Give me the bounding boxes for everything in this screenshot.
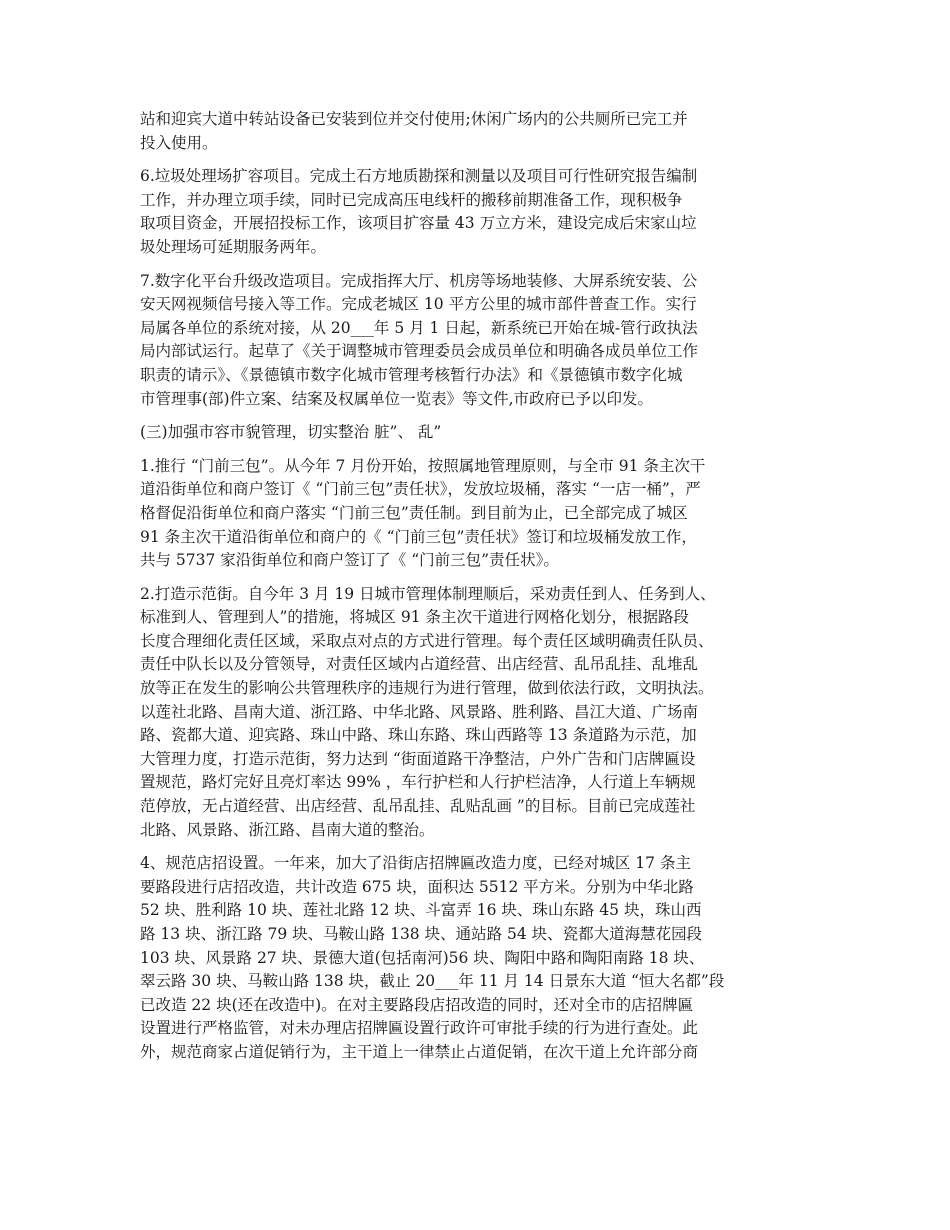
document-page: [140, 108, 820, 1075]
text-line: 责任中队长以及分管领导，对责任区域内占道经营、出店经营、乱吊乱挂、乱堆乱: [140, 655, 699, 674]
paragraph-shop-signs: [140, 852, 820, 1064]
text-line: 已改造 22 块(还在改造中)。在对主要路段店招改造的同时，还对全市的店招牌匾: [140, 995, 694, 1014]
paragraph-landfill-expansion: [140, 165, 820, 259]
text-line: 局内部试运行。起草了《关于调整城市管理委员会成员单位和明确各成员单位工作: [140, 342, 699, 361]
text-line: 以莲社北路、昌南大道、浙江路、中华北路、风景路、胜利路、昌江大道、广场南: [140, 702, 699, 721]
paragraph-model-street: [140, 583, 820, 843]
text-line: 1.推行 “门前三包”。从今年 7 月份开始，按照属地管理原则，与全市 91 条主次干: [140, 456, 706, 475]
text-line: 91 条主次干道沿街单位和商户的《 “门前三包”责任状》签订和垃圾桶发放工作，: [140, 527, 697, 546]
text-line: 大管理力度，打造示范街，努力达到 “街面道路干净整洁，户外广告和门店牌匾设: [140, 749, 696, 768]
text-line: 长度合理细化责任区域，采取点对点的方式进行管理。每个责任区域明确责任队员、: [140, 631, 714, 650]
text-line: 路 13 块、浙江路 79 块、马鞍山路 138 块、通站路 54 块、瓷都大道海慧花园段: [140, 925, 703, 943]
text-line: 103 块、风景路 27 块、景德大道(包括南河)56 块、陶阳中路和陶阳南路 18 块、: [140, 948, 705, 967]
heading-line: (三)加强市容市貌管理，切实整治 脏”、 乱”: [140, 423, 442, 442]
text-line: 职责的请示》、《景德镇市数字化城市管理考核暂行办法》和《景德镇市数字化城: [140, 365, 683, 384]
text-line: 7.数字化平台升级改造项目。完成指挥大厅、机房等场地装修、大屏系统安装、公: [140, 271, 698, 290]
text-line: 要路段进行店招改造，共计改造 675 块，面积达 5512 平方米。分别为中华北路: [140, 877, 694, 896]
text-line: 北路、风景路、浙江路、昌南大道的整治。: [140, 820, 435, 839]
text-line: 范停放，无占道经营、出店经营、乱吊乱挂、乱贴乱画 ”的目标。目前已完成莲社: [140, 797, 696, 816]
text-line: 放等正在发生的影响公共管理秩序的违规行为进行管理，做到依法行政，文明执法。: [140, 679, 714, 698]
text-line: 圾处理场可延期服务两年。: [140, 237, 327, 256]
text-line: 共与 5737 家沿街单位和商户签订了《 “门前三包”责任状》。: [140, 551, 559, 570]
text-line: 道沿街单位和商户签订《 “门前三包”责任状》，发放垃圾桶，落实 “一店一桶”，严: [140, 480, 701, 499]
text-line: 局属各单位的系统对接，从 20___年 5 月 1 日起，新系统已开始在城-管行政执法: [140, 318, 698, 337]
text-line: 2.打造示范街。自今年 3 月 19 日城市管理体制理顺后，采劝责任到人、任务到人、: [140, 584, 716, 603]
text-line: 市管理事(部)件立案、结案及权属单位一览表》等文件,市政府已予以印发。: [140, 389, 654, 408]
text-line: 设置进行严格监管，对未办理店招牌匾设置行政许可审批手续的行为进行查处。此: [140, 1019, 699, 1038]
text-line: 格督促沿街单位和商户落实 “门前三包”责任制。到目前为止，已全部完成了城区: [140, 503, 688, 522]
text-line: 投入使用。: [140, 133, 218, 152]
paragraph-three-guarantees: [140, 455, 820, 573]
paragraph-transfer-station: [140, 108, 820, 155]
text-line: 置规范，路灯完好且亮灯率达 99% ，车行护栏和人行护栏洁净，人行道上车辆规: [140, 773, 696, 792]
section-heading: [140, 421, 820, 445]
text-line: 取项目资金，开展招投标工作，该项目扩容量 43 万立方米，建设完成后宋家山垃: [140, 214, 697, 233]
text-line: 工作，并办理立项手续，同时已完成高压电线杆的搬移前期准备工作，现积极争: [140, 190, 683, 209]
text-line: 安天网视频信号接入等工作。完成老城区 10 平方公里的城市部件普查工作。实行: [140, 295, 697, 314]
text-line: 路、瓷都大道、迎宾路、珠山中路、珠山东路、珠山西路等 13 条道路为示范，加: [140, 726, 697, 745]
paragraph-digital-platform: [140, 270, 820, 412]
text-line: 6.垃圾处理场扩容项目。完成土石方地质勘探和测量以及项目可行性研究报告编制: [140, 167, 698, 186]
text-line: 站和迎宾大道中转站设备已安装到位并交付使用;休闲广场内的公共厕所已完工并: [140, 110, 688, 128]
text-line: 4、规范店招设置。一年来，加大了沿街店招牌匾改造力度，已经对城区 17 条主: [140, 854, 691, 873]
text-line: 52 块、胜利路 10 块、莲社北路 12 块、斗富弄 16 块、珠山东路 45 块，珠山西: [140, 901, 702, 920]
text-line: 翠云路 30 块、马鞍山路 138 块，截止 20___年 11 月 14 日景东大道 “恒大名都”段: [140, 972, 725, 991]
text-line: 外，规范商家占道促销行为，主干道上一律禁止占道促销，在次干道上允许部分商: [140, 1042, 699, 1061]
text-line: 标准到人、管理到人”的措施，将城区 91 条主次干道进行网格化划分，根据路段: [140, 608, 690, 627]
